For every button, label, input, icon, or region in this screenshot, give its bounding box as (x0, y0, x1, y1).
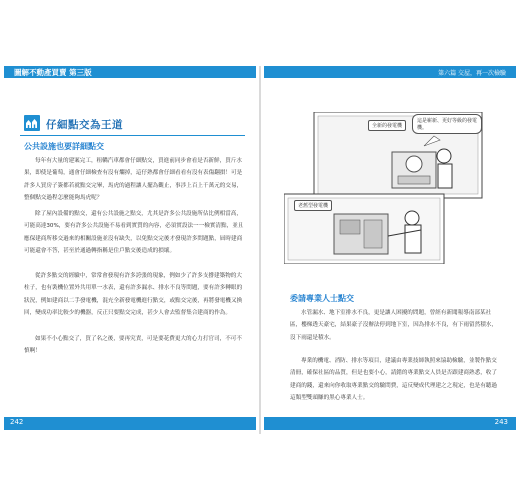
section-header (20, 115, 245, 136)
footer-bar-left (4, 417, 256, 430)
chapter-title: 第六篇 交屋，再一次檢驗 (438, 70, 506, 77)
subsection-title-public-facilities: 公共設施也要詳細點交 (24, 142, 104, 151)
paragraph: 除了屋內設備的點交，還有公共設施之點交，尤其是許多公共設施所佔比例相當高，可能高達30%，要有許多公共設施不易看到實質的內容，必須實設法一一檢實清點，並且應保建商所移交過來的相關設施並沒有缺失，以免點交完後才發現許多問題點，屆時建商可能還會不答，甚至於通過轉指稱是住戶點交後造成的損壞。 (24, 211, 244, 255)
book-title: 圖解不動產買賣 第三版 (14, 68, 92, 77)
footer-bar-right (264, 417, 516, 430)
paragraph: 水管漏水、地下室排水不良，更是讓人困擾的問題，曾經有新聞報導南部某社區，樓梯透天豪宅，結果豪子沒辦法停到地下室，因為排水不良，有下雨留然積水，沒下雨還是積水。 (290, 310, 497, 341)
book-gutter (259, 66, 261, 434)
illustration-drawing (284, 112, 484, 264)
section-title: 仔細點交為王道 (46, 119, 123, 131)
page-number-right: 243 (494, 418, 508, 426)
paragraph: 如果不小心點交了，買了名之後，要再究責，可是要花費更大的心力打官司，不可不慎啊！ (24, 336, 242, 355)
paragraph: 每年有大量的建案完工，租轎汽車都會仔細點交，買進前同步會看是否新鮮，買斤水果，即使是葡萄，通會仔細檢查有沒有爛掉，這仔熟都會仔細看看有沒有表傷翻損！可是許多人買房子簽都若就點交完畢，馬虎的過程讓人擺為觀止，事涉上百上千萬元的交易，整個點交過程怎麼能夠馬虎呢？ (24, 158, 243, 202)
generator-illustration (284, 112, 484, 264)
page-number-left: 242 (10, 418, 24, 426)
paragraph: 專業的機電、消防、排水等項目，建議由專業技師執照來協助檢驗，並製作點交清冊，確保社區的品質，但是也要小心，請錯的專業點交人員是否跟建商熟悉，收了建商的錢，還來向你收取專業點交的驗問費，這反變成代理建之之現定，也是有聽過這類型雙頭賺的黑心專業人士。 (290, 358, 497, 402)
speech-bubble: 這是嶄新、更好等級的發電機。 (412, 114, 482, 134)
subsection-title-hire-professional: 委請專業人士點交 (290, 294, 354, 303)
label-old-generator: 老舊型發電機 (294, 200, 332, 211)
house-row-icon (24, 115, 40, 131)
label-new-generator: 全新的發電機 (368, 120, 406, 131)
paragraph: 從許多點交的經驗中，常常會發現有許多誇張的現象，例如少了許多支撐建築物的大柱子，也有裝機位置外共用單一水表，還有許多漏水、排水不良等問題，要有許多轉眼的狀況，例如建商以二手發電機，混充全新發電機進行點交，或點交完後，再將發電機又換回，變成功率比較少的機器，反正只要點交完成，甚少人會去監督集合建商的作為。 (24, 273, 243, 317)
